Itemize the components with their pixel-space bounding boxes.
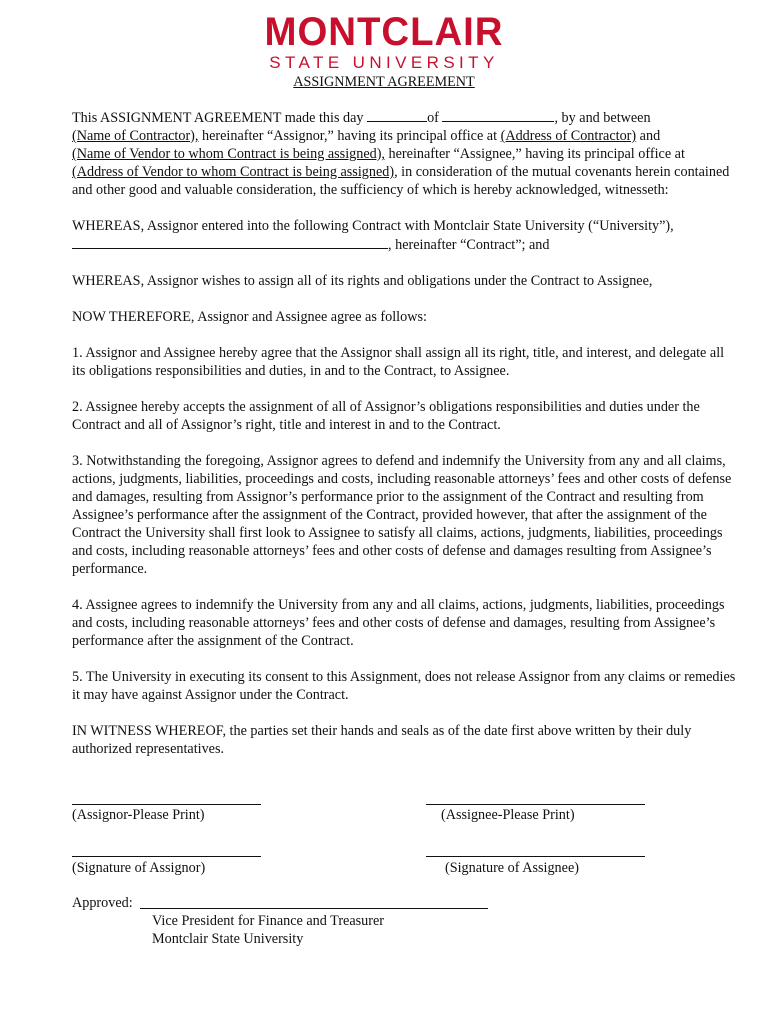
logo-wordmark: MONTCLAIR [264, 10, 504, 54]
clause-2: 2. Assignee hereby accepts the assignment of all of Assignor’s obligations responsibilities and duties under the Contract and all of Assignor’s right, title and interest in and to the Contract. [72, 399, 700, 433]
vendor-address-field[interactable]: (Address of Vendor to whom Contract is being assigned) [72, 164, 395, 180]
contract-blank[interactable] [72, 235, 388, 249]
whereas-contract-paragraph [72, 217, 737, 254]
assignee-signature-label: (Signature of Assignee) [445, 860, 579, 876]
intro-text-2: of [427, 110, 439, 126]
intro-text-4: hereinafter “Assignor,” having its principal office at [198, 128, 501, 144]
intro-text-1: This ASSIGNMENT AGREEMENT made this day [72, 110, 364, 126]
assignor-print-line[interactable] [72, 804, 261, 805]
document-title: ASSIGNMENT AGREEMENT [293, 74, 475, 90]
assignor-signature-label: (Signature of Assignor) [72, 860, 206, 876]
assignor-signature-line[interactable] [72, 856, 261, 857]
university-logo [0, 11, 768, 72]
contractor-name-field[interactable]: (Name of Contractor), [72, 128, 199, 144]
whereas-assign-paragraph: WHEREAS, Assignor wishes to assign all of its rights and obligations under the Contract to Assignee, [72, 273, 653, 289]
logo-subtitle: STATE UNIVERSITY [269, 53, 499, 72]
whereas-contract-tail: , hereinafter “Contract”; and [388, 237, 550, 253]
intro-text-7: , in consideration of the mutual covenants herein contained and other good and valuable consideration, the sufficiency of which is hereby acknowledged, witnesseth: [72, 164, 730, 198]
witness-paragraph: IN WITNESS WHEREOF, the parties set their hands and seals as of the date first above written by their duly authorized representatives. [72, 723, 692, 757]
document-body [72, 108, 737, 776]
now-therefore-paragraph: NOW THEREFORE, Assignor and Assignee agree as follows: [72, 309, 427, 325]
assignee-signature-line[interactable] [426, 856, 645, 857]
contractor-address-field[interactable]: (Address of Contractor) [500, 128, 637, 144]
whereas-contract-text: WHEREAS, Assignor entered into the following Contract with Montclair State University (“University”), [72, 218, 674, 234]
month-blank[interactable] [442, 108, 554, 122]
intro-paragraph [72, 108, 737, 199]
assignor-print-label: (Assignor-Please Print) [72, 807, 205, 823]
assignee-print-line[interactable] [426, 804, 645, 805]
approval-signature-line[interactable] [140, 908, 488, 909]
approver-organization: Montclair State University [152, 931, 304, 947]
vendor-name-field[interactable]: (Name of Vendor to whom Contract is being assigned), [72, 146, 385, 162]
intro-text-6: hereinafter “Assignee,” having its principal office at [384, 146, 685, 162]
approved-label: Approved: [72, 895, 133, 911]
approver-title: Vice President for Finance and Treasurer [152, 913, 384, 929]
clause-4: 4. Assignee agrees to indemnify the University from any and all claims, actions, judgments, liabilities, proceedings and costs, including reasonable attorneys’ fees and other costs of defense and damages, resulting from Assignee’s performance after the assignment of the Contract. [72, 597, 725, 649]
clause-5: 5. The University in executing its consent to this Assignment, does not release Assignor from any claims or remedies it may have against Assignor under the Contract. [72, 669, 736, 703]
approval-block [72, 894, 552, 947]
clause-1: 1. Assignor and Assignee hereby agree that the Assignor shall assign all its right, title, and interest, and delegate all its obligations responsibilities and duties, in and to the Contract, to Assignee. [72, 345, 725, 379]
intro-text-5: and [636, 128, 661, 144]
intro-text-3: , by and between [554, 110, 651, 126]
day-blank[interactable] [367, 108, 427, 122]
assignee-print-label: (Assignee-Please Print) [441, 807, 575, 823]
clause-3: 3. Notwithstanding the foregoing, Assignor agrees to defend and indemnify the University from any and all claims, actions, judgments, liabilities, proceedings and costs, including reasonable attorneys’ fees and other costs of defense and damages, resulting from Assignor’s performance prior to the assignment of the Contract and resulting from Assignee’s performance after the assignment of the Contract, provided however, that after the assignment of the Contract the University shall first look to Assignee to satisfy all claims, actions, judgments, liabilities, proceedings and costs, including reasonable attorneys’ fees and other costs of defense and damages resulting from Assignee’s performance. [72, 453, 732, 577]
signature-block [72, 792, 672, 882]
